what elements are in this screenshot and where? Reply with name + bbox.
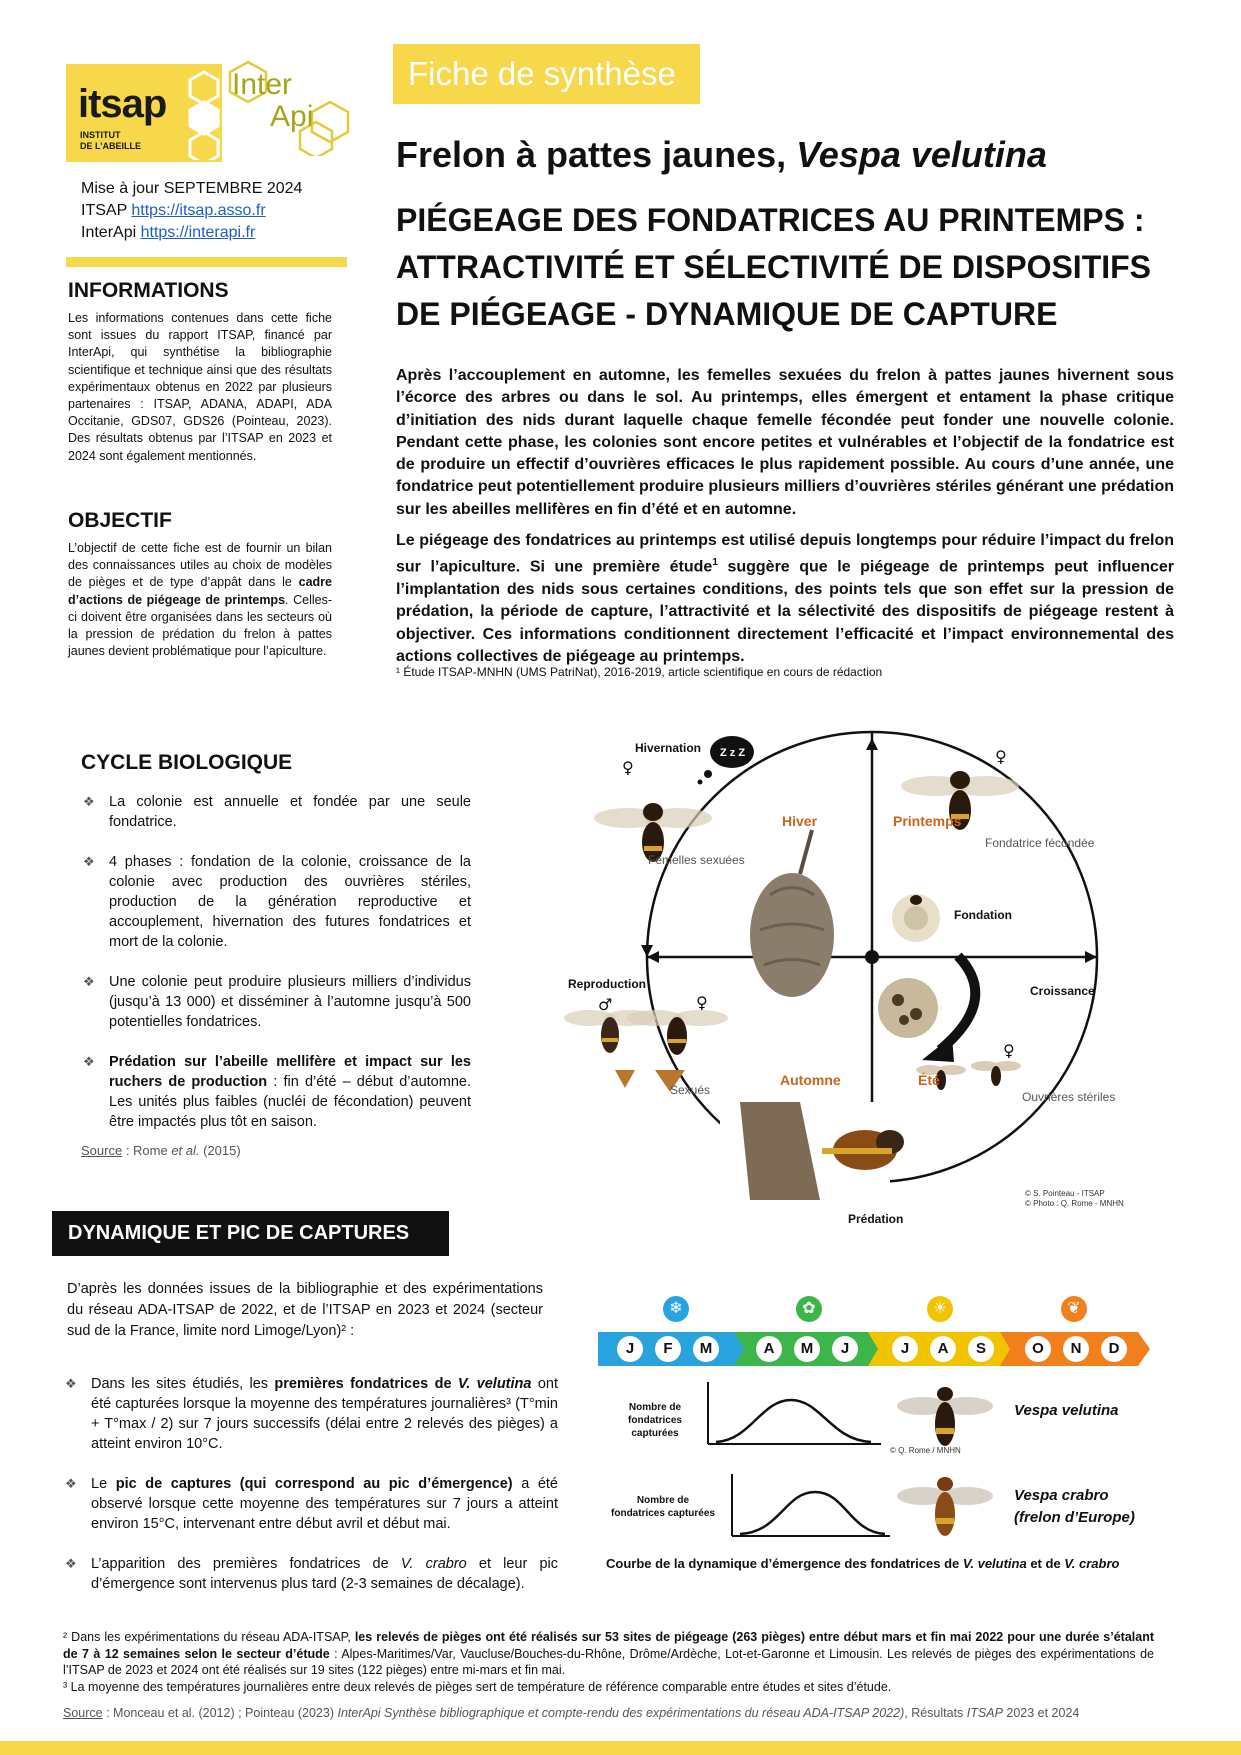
cycle-bullets bbox=[81, 792, 471, 1132]
list-item: ❖ Prédation sur l’abeille mellifère et impact sur les ruchers de production : fin d’été – début d’automne. Les unités plus faibles (nucléi de fécondation) peuvent être impactés plus tôt en saison. bbox=[81, 1052, 471, 1132]
label-croissance: Croissance bbox=[1030, 984, 1095, 998]
photo-credit: © Q. Rome / MNHN bbox=[890, 1446, 961, 1455]
crabro-emergence-curve bbox=[730, 1474, 890, 1538]
label-hivernation: Hivernation bbox=[635, 741, 702, 755]
intro-footnote: ¹ Étude ITSAP-MNHN (UMS PatriNat), 2016-2019, article scientifique en cours de rédaction bbox=[396, 665, 883, 679]
month-dec: D bbox=[1101, 1336, 1127, 1362]
male-symbol: ♂ bbox=[598, 995, 613, 1014]
label-ouvrieres: Ouvrières stériles bbox=[1022, 1090, 1116, 1104]
yellow-divider bbox=[66, 257, 347, 267]
vespa-velutina-photo bbox=[895, 1384, 995, 1454]
list-item: ❖ Une colonie peut produire plusieurs milliers d’individus (jusqu’à 13 000) et disséminer à l’automne jusqu’à 500 potentielles fondatrices. bbox=[81, 972, 471, 1032]
fondation-nest-icon bbox=[892, 894, 940, 942]
list-item: ❖ L’apparition des premières fondatrices de V. crabro et leur pic d’émergence sont intervenus plus tard (2-3 semaines de décalage). bbox=[63, 1554, 558, 1594]
interapi-logo bbox=[226, 58, 352, 156]
list-item: ❖ 4 phases : fondation de la colonie, croissance de la colonie avec production des ouvrières stériles, production de la génération reproductive et accouplement, hivernation des futures fondatrices et mort de la colonie. bbox=[81, 852, 471, 952]
informations-title: INFORMATIONS bbox=[68, 279, 229, 302]
fiche-badge: Fiche de synthèse bbox=[393, 44, 700, 104]
month-jun: J bbox=[832, 1336, 858, 1362]
diagram-credit-2: © Photo : Q. Rome - MNHN bbox=[1025, 1199, 1124, 1208]
footnotes bbox=[63, 1629, 1154, 1695]
curve1-ylabel: Nombre de fondatrices capturées bbox=[628, 1402, 682, 1439]
hexagon-icon bbox=[184, 70, 224, 160]
month-aug: A bbox=[930, 1336, 956, 1362]
abdomen-icon bbox=[615, 1070, 635, 1088]
list-item: ❖ La colonie est annuelle et fondée par une seule fondatrice. bbox=[81, 792, 471, 832]
itsap-link[interactable]: https://itsap.asso.fr bbox=[131, 202, 266, 219]
interapi-logo-api: Api bbox=[270, 100, 314, 133]
velutina-emergence-curve bbox=[706, 1382, 881, 1446]
interapi-logo-inter: Inter bbox=[232, 68, 293, 101]
label-femelles: Femelles sexuées bbox=[648, 853, 745, 867]
informations-text: Les informations contenues dans cette fiche sont issues du rapport ITSAP, financé par InterApi, qui synthétise la bibliographie scientifique et technique ainsi que des résultats expérimentaux obtenus en 2022 par plusieurs partenaires : ITSAP, ADANA, ADAPI, ADA Occitanie, GDS07, GDS26 (Pointeau, 2023). Des résultats obtenus par l’ITSAP en 2023 et 2024 sont également mentionnés. bbox=[68, 311, 332, 463]
label-printemps: Printemps bbox=[893, 813, 962, 829]
curve-caption: Courbe de la dynamique d’émergence des fondatrices de V. velutina et de V. crabro bbox=[606, 1556, 1120, 1571]
hornet-female-repro-icon bbox=[627, 1010, 728, 1055]
month-oct: O bbox=[1025, 1336, 1051, 1362]
label-automne: Automne bbox=[780, 1072, 841, 1088]
label-sexues: Sexués bbox=[670, 1083, 711, 1097]
croissance-nest-icon bbox=[878, 978, 938, 1038]
month-feb: F bbox=[655, 1336, 681, 1362]
diagram-credit-1: © S. Pointeau - ITSAP bbox=[1025, 1189, 1105, 1198]
month-jan: J bbox=[617, 1336, 643, 1362]
label-predation: Prédation bbox=[848, 1212, 904, 1226]
zzz-label: Z z Z bbox=[720, 747, 746, 759]
itsap-logo-sub: INSTITUT DE L’ABEILLE bbox=[80, 130, 142, 151]
cycle-center-dot bbox=[865, 950, 879, 964]
leaf-icon: ✿ bbox=[796, 1296, 822, 1322]
label-hiver: Hiver bbox=[782, 813, 818, 829]
nest-icon bbox=[750, 830, 834, 997]
predation-photo bbox=[720, 1102, 904, 1202]
itsap-logo-word: itsap bbox=[78, 82, 167, 126]
arrow-right-icon bbox=[1085, 951, 1097, 963]
life-cycle-diagram bbox=[560, 730, 1130, 1230]
footnote-3: ³ La moyenne des températures journalières entre deux relevés de pièges sert de température de référence comparable entre études et sites d’étude. bbox=[63, 1679, 892, 1694]
cycle-title: CYCLE BIOLOGIQUE bbox=[81, 751, 293, 774]
arrow-top-icon bbox=[866, 738, 878, 750]
list-item: ❖ Dans les sites étudiés, les premières fondatrices de V. velutina ont été capturées lorsque la moyenne des températures journalières³ (T°min + T°max / 2) sur 7 jours successifs (délai entre 2 relevés des pièges) a atteint environ 10°C. bbox=[63, 1374, 558, 1454]
label-reproduction: Reproduction bbox=[568, 977, 646, 991]
page-subtitle: PIÉGEAGE DES FONDATRICES AU PRINTEMPS : ATTRACTIVITÉ ET SÉLECTIVITÉ DE DISPOSITIFS DE PIÉGEAGE - DYNAMIQUE DE CAPTURE bbox=[396, 202, 1152, 332]
label-fondation: Fondation bbox=[954, 908, 1012, 922]
interapi-link[interactable]: https://interapi.fr bbox=[140, 224, 256, 241]
footnote-2: ² Dans les expérimentations du réseau ADA-ITSAP, les relevés de pièges ont été réalisés sur 53 sites de piégeage (263 pièges) entre début mars et fin mai 2022 pour une durée s’étalant de 7 à 12 semaines selon le secteur d’étude : Alpes-Maritimes/Var, Vaucluse/Bouches-du-Rhône, Drôme/Ardèche, Lot-et-Garonne et Limousin. Les relevés de pièges des expérimentations de l’ITSAP de 2023 et 2024 ont été réalisés sur 19 sites (122 pièges) entre mi-mars et fin mai. bbox=[63, 1630, 1154, 1677]
footer-source: Source : Monceau et al. (2012) ; Pointeau (2023) InterApi Synthèse bibliographique et compte-rendu des expérimentations du réseau ADA-ITSAP 2022), Résultats ITSAP 2023 et 2024 bbox=[63, 1706, 1080, 1720]
objectif-title: OBJECTIF bbox=[68, 509, 172, 532]
label-fondatrice: Fondatrice fécondée bbox=[985, 836, 1095, 850]
month-mar: M bbox=[693, 1336, 719, 1362]
species-velutina-label: Vespa velutina bbox=[1014, 1402, 1119, 1419]
curved-arrow-icon bbox=[940, 956, 975, 1050]
objectif-text: L’objectif de cette fiche est de fournir un bilan des connaissances utiles au choix de modèles de pièges et de type d’appât dans le cadre d’actions de piégeage de printemps. Celles-ci doivent être organisées dans les secteurs où la pression de prédation du frelon à pattes jaunes devient problématique pour l’apiculture. bbox=[68, 541, 332, 659]
update-date: Mise à jour SEPTEMBRE 2024 bbox=[81, 180, 303, 197]
dynamique-bullets bbox=[63, 1374, 558, 1594]
vespa-crabro-photo bbox=[895, 1474, 995, 1544]
curve2-ylabel: Nombre de fondatrices capturées bbox=[611, 1495, 715, 1519]
species-crabro-label: Vespa crabro (frelon d’Europe) bbox=[1014, 1487, 1135, 1526]
month-sep: S bbox=[968, 1336, 994, 1362]
intro-paragraph-2: Le piégeage des fondatrices au printemps est utilisé depuis longtemps pour réduire l’impact du frelon sur l’apiculture. Si une première étude$^1$ suggère que le piégeage de printemps peut influencer l’implantation des nids sous certaines conditions, des points tels que son effet sur la pression de prédation, la période de capture, l’attractivité et la sélectivité des dispositifs de piégeage restent à objectiver. Ces informations conditionnent directement l’efficacité et l’impact environnemental des actions collectives de piégeage au printemps. bbox=[396, 532, 1175, 665]
dynamique-intro: D’après les données issues de la bibliographie et des expérimentations du réseau ADA-ITSAP de 2022, et de l’ITSAP en 2023 et 2024 (secteur sud de la France, limite nord Limoge/Lyon)² : bbox=[67, 1281, 543, 1339]
list-item: ❖ Le pic de captures (qui correspond au pic d’émergence) a été observé lorsque cette moyenne des températures sur 7 jours a atteint environ 15°C, intervenant entre début avril et début mai. bbox=[63, 1474, 558, 1534]
female-symbol: ♀ bbox=[696, 993, 708, 1012]
female-symbol: ♀ bbox=[995, 747, 1007, 766]
female-symbol: ♀ bbox=[1003, 1041, 1015, 1060]
month-nov: N bbox=[1063, 1336, 1089, 1362]
cycle-source: Source : Rome et al. (2015) bbox=[81, 1143, 241, 1158]
female-symbol: ♀ bbox=[622, 758, 634, 777]
month-may: M bbox=[794, 1336, 820, 1362]
intro-paragraph-1: Après l’accouplement en automne, les femelles sexuées du frelon à pattes jaunes hivernent sous l’écorce des arbres ou dans le sol. Au printemps, elles émergent et entament la phase critique d’initiation des nids durant laquelle chaque femelle fécondée peut fonder une nouvelle colonie. Pendant cette phase, les colonies sont encore petites et vulnérables et l’objectif de la fondatrice est de produire un effectif d’ouvrières efficaces le plus rapidement possible. Au cours d’une année, une fondatrice peut potentiellement produire plusieurs milliers d’ouvrières stériles générant une prédation sur les abeilles mellifères en fin d’été et en automne. bbox=[396, 367, 1174, 518]
month-jul: J bbox=[892, 1336, 918, 1362]
bottom-yellow-bar bbox=[0, 1741, 1241, 1755]
dynamique-title: DYNAMIQUE ET PIC DE CAPTURES bbox=[52, 1211, 449, 1256]
sun-icon: ☀ bbox=[927, 1296, 953, 1322]
label-ete: Été bbox=[918, 1072, 940, 1088]
page-title: Frelon à pattes jaunes, Vespa velutina bbox=[396, 134, 1047, 175]
itsap-logo bbox=[66, 64, 222, 162]
maple-leaf-icon: ❦ bbox=[1061, 1296, 1087, 1322]
month-timeline bbox=[598, 1296, 1150, 1366]
update-info: Mise à jour SEPTEMBRE 2024 ITSAP https://itsap.asso.fr InterApi https://interapi.fr bbox=[81, 180, 303, 241]
snowflake-icon: ❄ bbox=[663, 1296, 689, 1322]
month-apr: A bbox=[756, 1336, 782, 1362]
